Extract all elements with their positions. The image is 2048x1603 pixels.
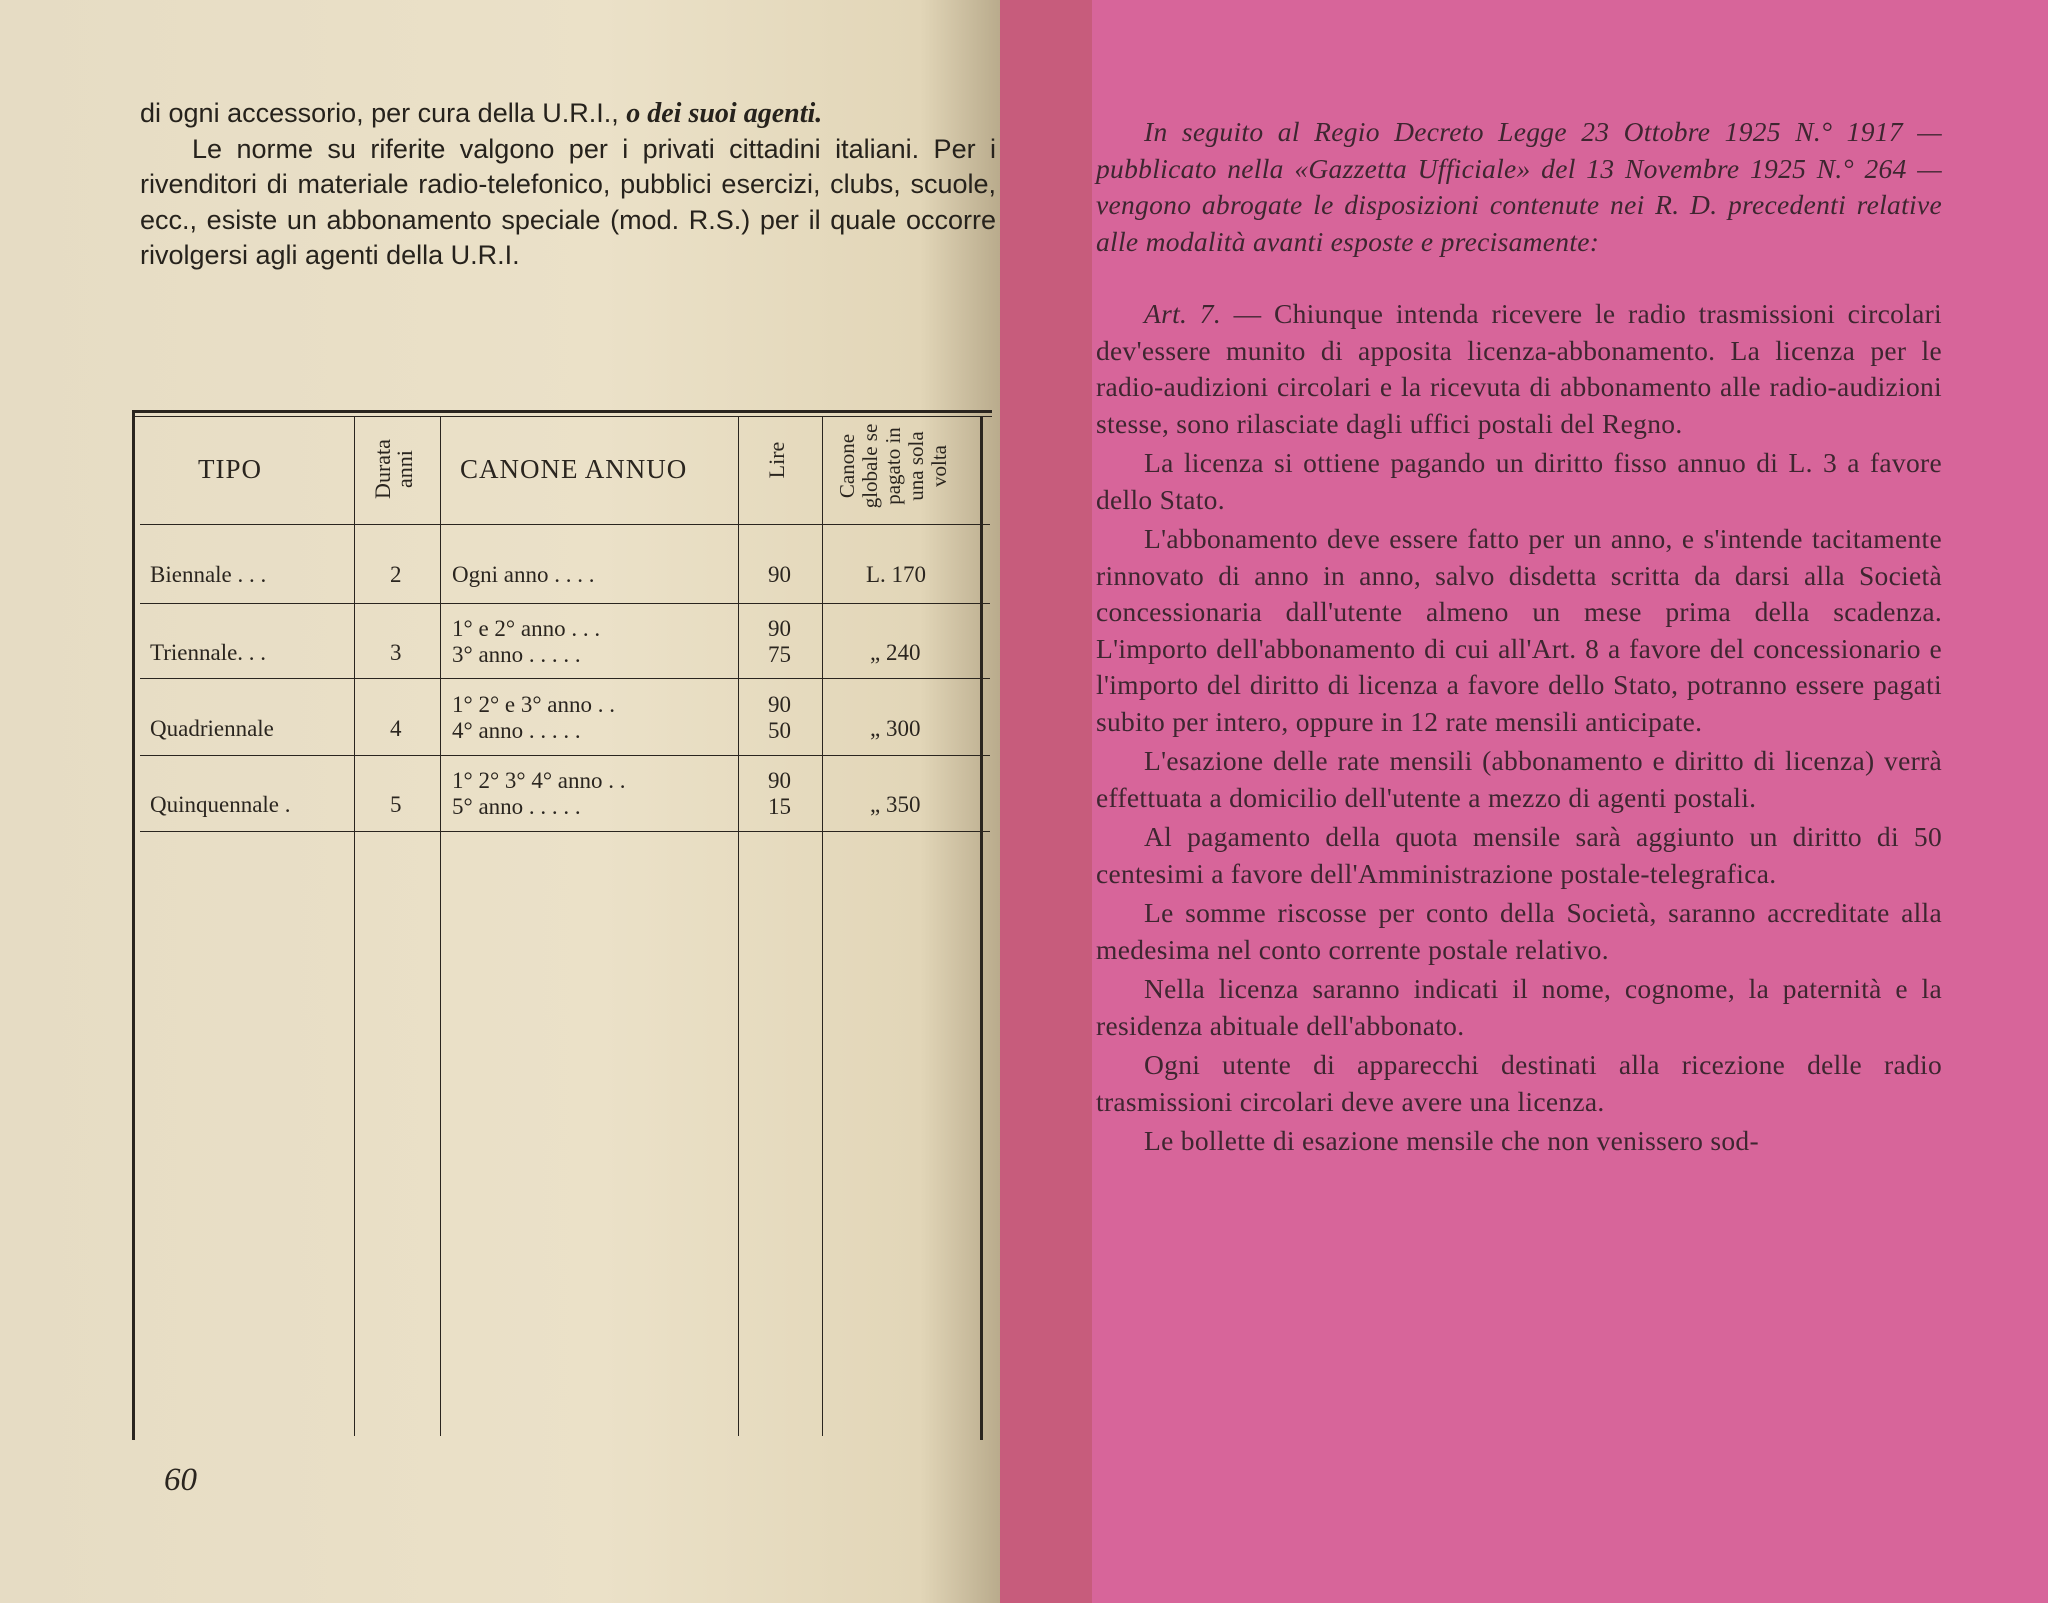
table-left-border <box>132 410 135 1440</box>
row-rule-1 <box>140 603 990 604</box>
row-rule-3 <box>140 755 990 756</box>
row-biennale-durata: 2 <box>390 562 402 587</box>
row-triennale-globale: „ 240 <box>870 640 921 665</box>
paragraph-utente: Ogni utente di apparecchi destinati alla ricezione delle radio trasmissioni circolari deve avere una licenza. <box>1096 1049 1942 1117</box>
row-biennale-lire: 90 <box>768 562 791 587</box>
row-triennale-lire-1: 90 <box>768 616 791 641</box>
decree-intro: In seguito al Regio Decreto Legge 23 Ottobre 1925 N.° 1917 — pubblicato nella «Gazzetta Ufficiale» del 13 Novembre 1925 N.° 264 — vengono abrogate le disposizioni contenute nei R. D. precedenti relative alle modalità avanti esposte e precisamente: <box>1096 116 1942 257</box>
row-rule-2 <box>140 678 990 679</box>
col-rule-1 <box>354 416 355 1436</box>
row-quinquennale-lire-1: 90 <box>768 768 791 793</box>
row-quinquennale-globale: „ 350 <box>870 792 921 817</box>
left-page-text <box>140 96 996 274</box>
row-biennale-canone: Ogni anno . . . . <box>452 562 595 587</box>
tariff-table <box>132 410 992 1440</box>
paragraph-pagamento: Al pagamento della quota mensile sarà aggiunto un diritto di 50 centesimi a favore dell'Amministrazione postale-telegrafica. <box>1096 821 1942 889</box>
header-rule <box>140 524 990 525</box>
table-top-rule <box>132 410 992 413</box>
header-durata: Durata anni <box>370 439 417 499</box>
row-quadriennale-durata: 4 <box>390 716 402 741</box>
page-gutter-strip <box>1000 0 1092 1603</box>
col-rule-2 <box>440 416 441 1436</box>
header-tipo: TIPO <box>198 454 262 484</box>
row-quinquennale-lire-2: 15 <box>768 794 791 819</box>
header-lire: Lire <box>764 441 789 479</box>
header-globale: Canone globale se pagato in una sola volta <box>835 423 951 509</box>
table-right-border <box>980 416 983 1440</box>
row-quadriennale-lire-2: 50 <box>768 718 791 743</box>
article-7 <box>1096 296 1942 442</box>
article-7-label: Art. 7. <box>1144 298 1222 329</box>
row-quinquennale-durata: 5 <box>390 792 402 817</box>
row-quadriennale-canone-2: 4° anno . . . . . <box>452 718 581 743</box>
row-triennale-lire-2: 75 <box>768 642 791 667</box>
row-quadriennale-globale: „ 300 <box>870 716 921 741</box>
page-number: 60 <box>164 1462 197 1498</box>
paragraph-1-italic: o dei suoi agenti. <box>626 98 823 129</box>
row-triennale-tipo: Triennale. . . <box>150 640 267 665</box>
paragraph-licenza: La licenza si ottiene pagando un diritto fisso annuo di L. 3 a favore dello Stato. <box>1096 447 1942 515</box>
paragraph-abbonamento: L'abbonamento deve essere fatto per un anno, e s'intende tacitamente rinnovato di anno in anno, salvo disdetta scritta da darsi alla Società concessionaria dall'utente almeno un mese prima della scadenza. L'importo dell'abbonamento di cui all'Art. 8 a favore del concessionario e l'importo del diritto di licenza a favore dello Stato, potranno essere pagati subito per intero, oppure in 12 rate mensili anticipate. <box>1096 523 1942 737</box>
col-rule-3 <box>738 416 739 1436</box>
paragraph-norme: Le norme su riferite valgono per i privati cittadini italiani. Per i rivenditori di materiale radio-telefonico, pubblici esercizi, clubs, scuole, ecc., esiste un abbonamento speciale (mod. R.S.) per il quale occorre rivolgersi agli agenti della U.R.I. <box>140 133 996 270</box>
row-triennale-canone-2: 3° anno . . . . . <box>452 642 581 667</box>
paragraph-1-text: di ogni accessorio, per cura della U.R.I., <box>140 98 627 128</box>
article-7-text: — Chiunque intenda ricevere le radio trasmissioni circolari dev'essere munito di apposita licenza-abbonamento. La licenza per le radio-audizioni circolari e la ricevuta di abbonamento alle radio-audizioni stesse, sono rilasciate dagli uffici postali del Regno. <box>1096 298 1942 439</box>
row-biennale-tipo: Biennale . . . <box>150 562 267 587</box>
col-rule-4 <box>822 416 823 1436</box>
row-quinquennale-canone-1: 1° 2° 3° 4° anno . . <box>452 768 626 793</box>
row-quinquennale-tipo: Quinquennale . <box>150 792 291 817</box>
row-quinquennale-canone-2: 5° anno . . . . . <box>452 794 581 819</box>
header-canone: CANONE ANNUO <box>460 454 688 484</box>
paragraph-somme: Le somme riscosse per conto della Società, saranno accreditate alla medesima nel conto corrente postale relativo. <box>1096 897 1942 965</box>
paragraph-bollette: Le bollette di esazione mensile che non venissero sod- <box>1144 1125 1759 1156</box>
row-quadriennale-canone-1: 1° 2° e 3° anno . . <box>452 692 616 717</box>
right-page-text <box>1096 114 1942 1163</box>
row-triennale-canone-1: 1° e 2° anno . . . <box>452 616 601 641</box>
row-triennale-durata: 3 <box>390 640 402 665</box>
paragraph-nome: Nella licenza saranno indicati il nome, cognome, la paternità e la residenza abituale dell'abbonato. <box>1096 973 1942 1041</box>
row-quadriennale-tipo: Quadriennale <box>150 716 274 741</box>
row-rule-4 <box>140 831 990 832</box>
row-quadriennale-lire-1: 90 <box>768 692 791 717</box>
paragraph-accessorio <box>140 96 996 132</box>
paragraph-esazione: L'esazione delle rate mensili (abbonamento e diritto di licenza) verrà effettuata a domicilio dell'utente a mezzo di agenti postali. <box>1096 745 1942 813</box>
row-biennale-globale: L. 170 <box>866 562 927 587</box>
